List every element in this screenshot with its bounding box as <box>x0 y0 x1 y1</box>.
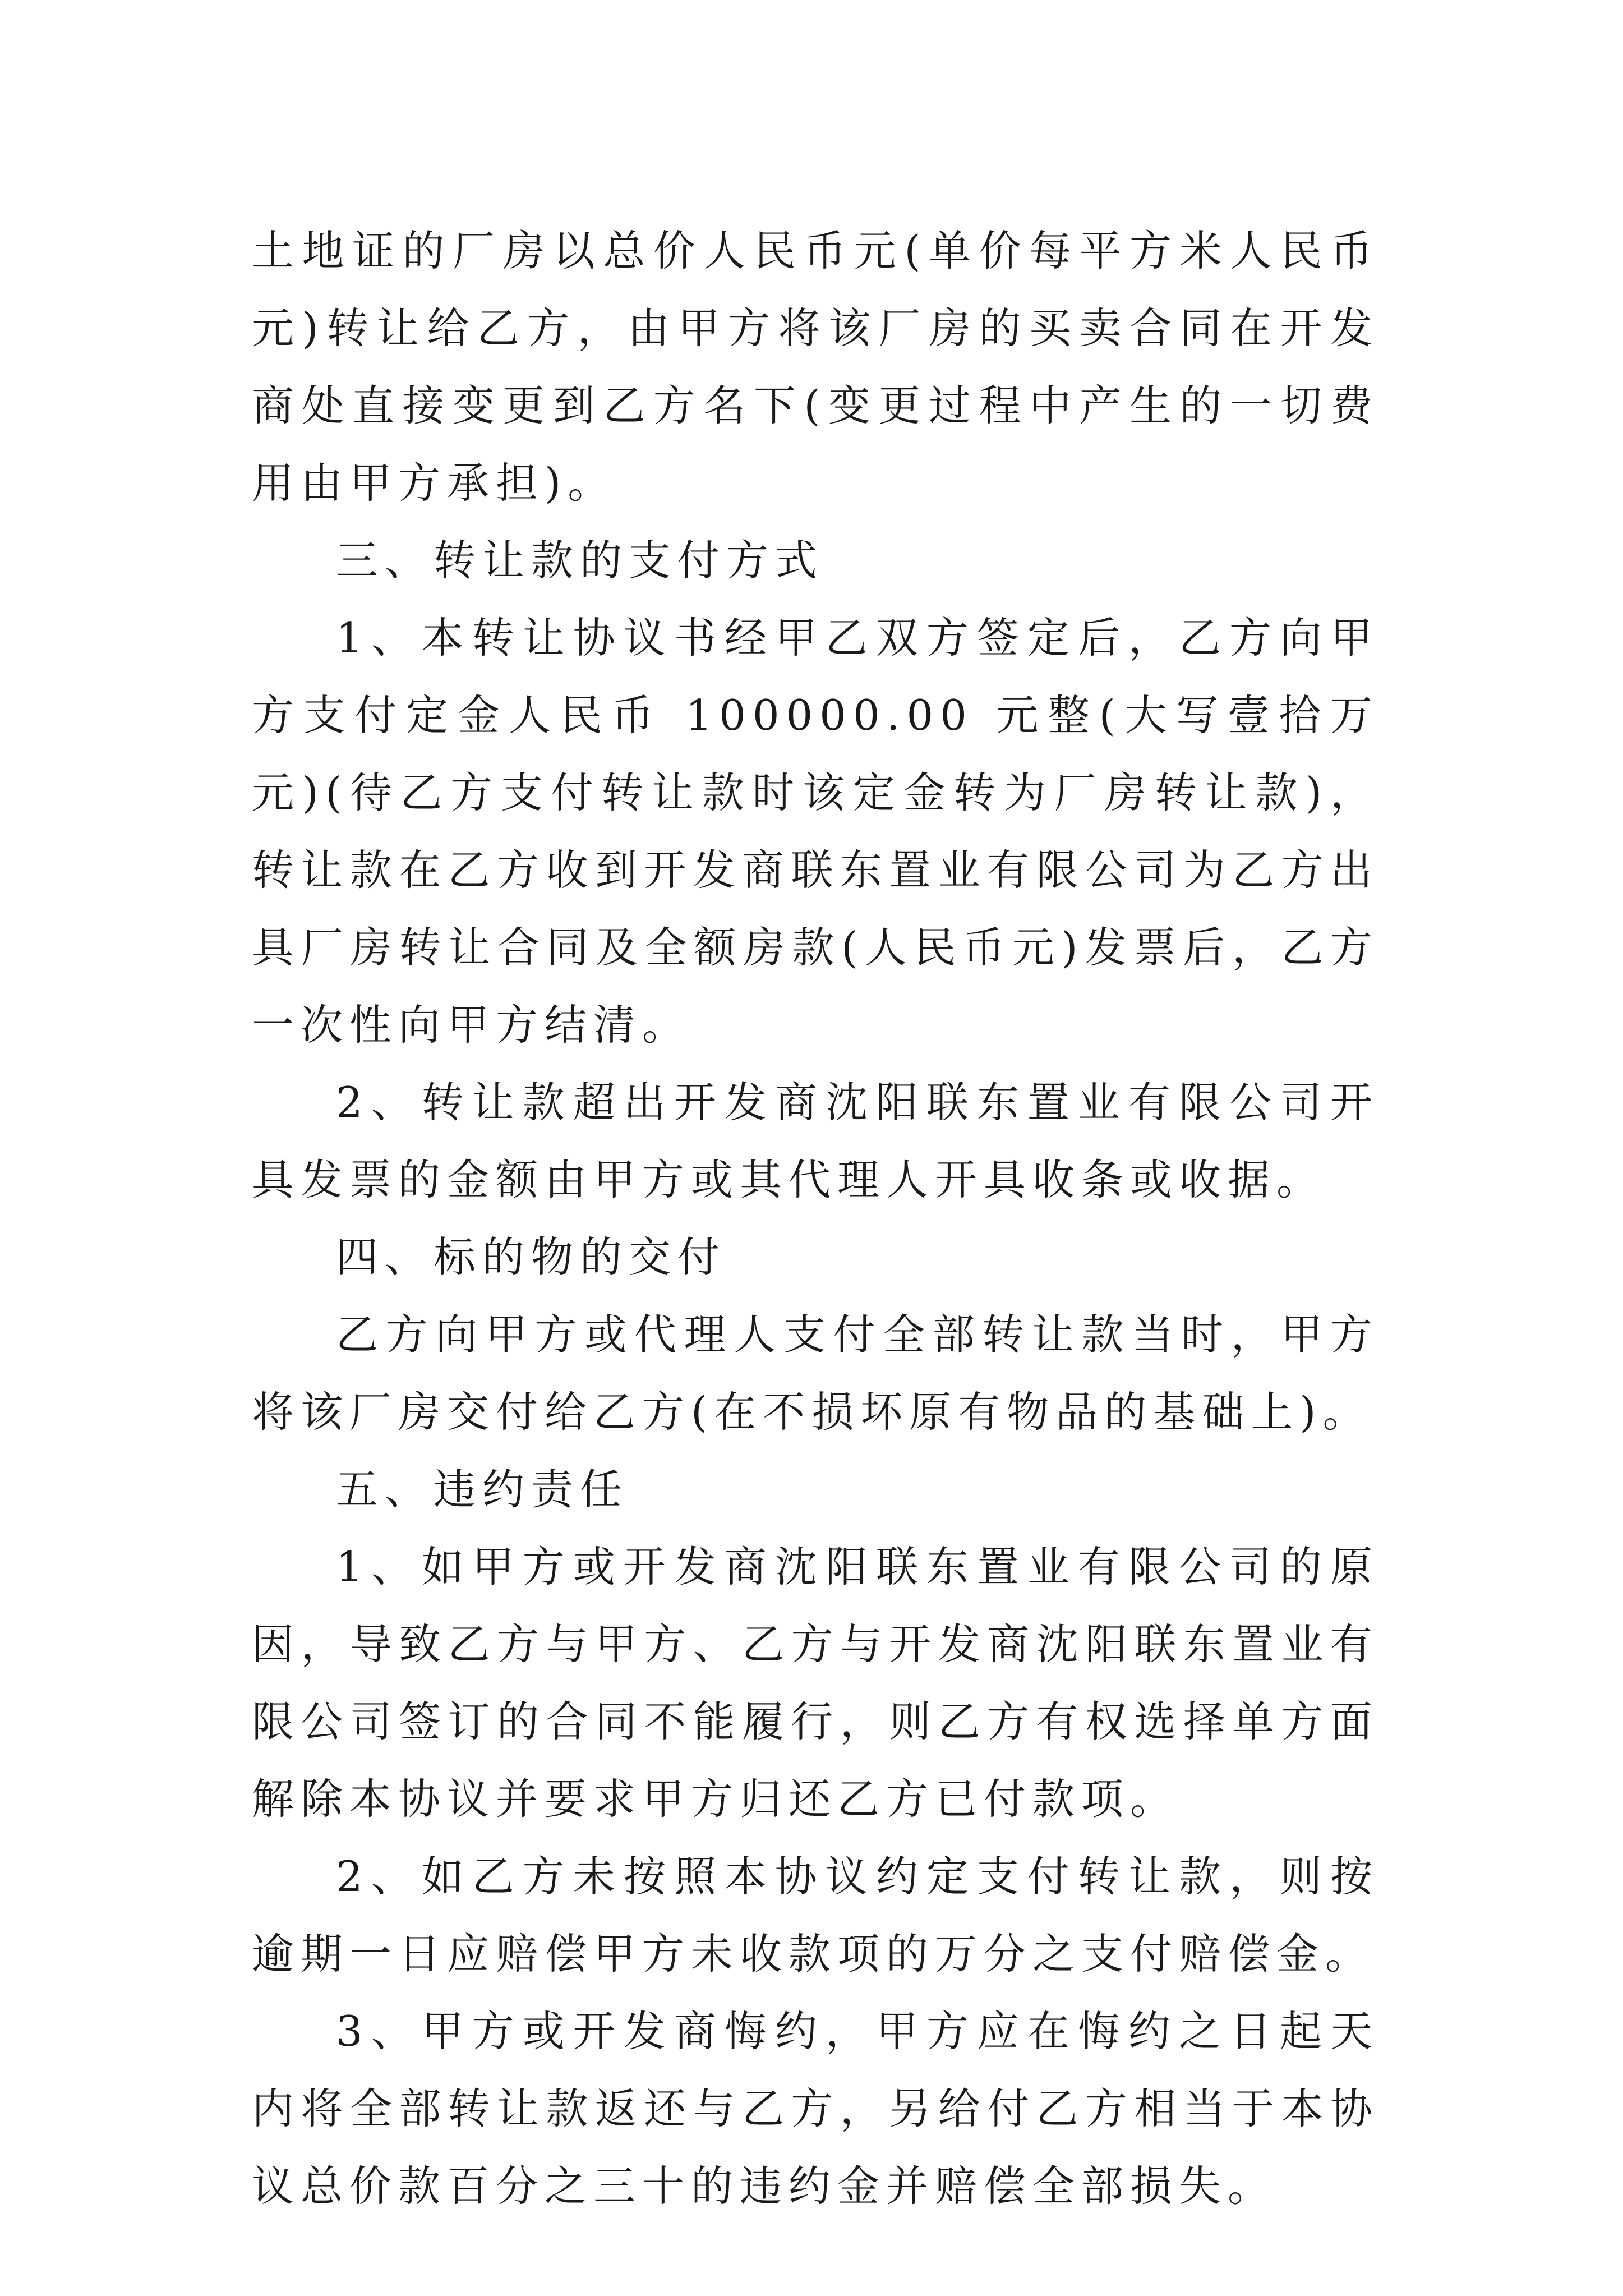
clause-payment-1: 1、本转让协议书经甲乙双方签定后，乙方向甲方支付定金人民币 100000.00 元整(大写壹拾万元)(待乙方支付转让款时该定金转为厂房转让款)，转让款在乙方收到开发商联东置业有限公司为乙方出具厂房转让合同及全额房款(人民币元)发票后，乙方一次性向甲方结清。 <box>252 613 1379 1050</box>
section-heading-payment: 三、转让款的支付方式 <box>336 536 824 585</box>
section-heading-delivery: 四、标的物的交付 <box>336 1232 727 1282</box>
paragraph-continuation: 土地证的厂房以总价人民币元(单价每平方米人民币元)转让给乙方，由甲方将该厂房的买卖合同在开发商处直接变更到乙方名下(变更过程中产生的一切费用由甲方承担)。 <box>252 226 1379 508</box>
clause-liability-1: 1、如甲方或开发商沈阳联东置业有限公司的原因，导致乙方与甲方、乙方与开发商沈阳联东置业有限公司签订的合同不能履行，则乙方有权选择单方面解除本协议并要求甲方归还乙方已付款项。 <box>252 1542 1379 1824</box>
section-heading-liability: 五、违约责任 <box>336 1465 629 1514</box>
document-body <box>252 212 1379 2225</box>
clause-delivery: 乙方向甲方或代理人支付全部转让款当时，甲方将该厂房交付给乙方(在不损坏原有物品的基础上)。 <box>252 1310 1379 1437</box>
clause-payment-2: 2、转让款超出开发商沈阳联东置业有限公司开具发票的金额由甲方或其代理人开具收条或收据。 <box>252 1078 1379 1204</box>
clause-liability-3: 3、甲方或开发商悔约，甲方应在悔约之日起天内将全部转让款返还与乙方，另给付乙方相当于本协议总价款百分之三十的违约金并赔偿全部损失。 <box>252 2007 1379 2211</box>
clause-liability-2: 2、如乙方未按照本协议约定支付转让款，则按逾期一日应赔偿甲方未收款项的万分之支付赔偿金。 <box>252 1852 1379 1978</box>
